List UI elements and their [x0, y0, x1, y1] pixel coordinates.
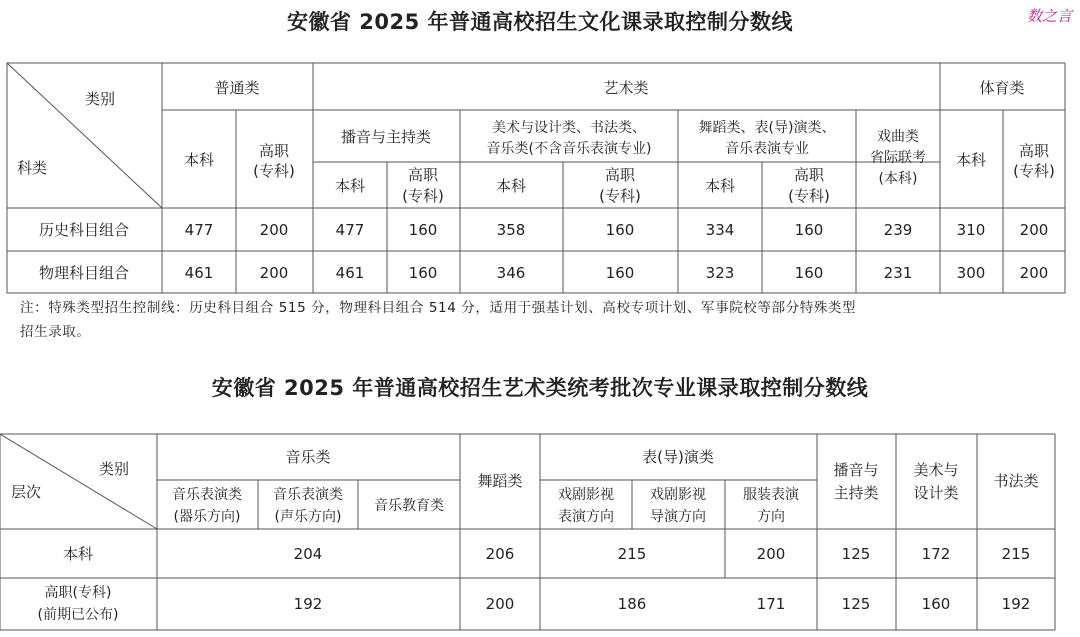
- t2-sub-qiyue-line1: 音乐表演类: [172, 487, 242, 503]
- t1-group-putong: 普通类: [214, 79, 260, 97]
- t1-sub-meishu-line2: 音乐类(不含音乐表演专业): [486, 141, 652, 157]
- t2-header-yinyue: 音乐类: [285, 448, 331, 466]
- t1-cell: 200: [1019, 221, 1049, 239]
- t1-cell: 160: [605, 264, 635, 282]
- t2-cell: 200: [485, 595, 515, 613]
- t1-wudao-gaozhi: 高职: [793, 166, 825, 184]
- t1-sub-xiqu-line1: 戏曲类: [877, 129, 919, 145]
- t2-corner-top: 类别: [98, 460, 130, 478]
- t1-cell: 200: [259, 264, 289, 282]
- t1-putong-zhuanke: (专科): [253, 162, 295, 180]
- t2-row-gaozhi-name-line2: (前期已公布): [37, 607, 119, 623]
- t1-sub-meishu-line1: 美术与设计类、书法类、: [492, 120, 646, 136]
- t2-header-wudao: 舞蹈类: [477, 472, 523, 490]
- t2-cell: 200: [756, 545, 786, 563]
- table1-corner-diagonal: [7, 63, 162, 208]
- t1-cell: 323: [705, 264, 735, 282]
- table1-footnote: [20, 296, 1060, 344]
- t2-sub-qiyue-line2: (器乐方向): [173, 509, 241, 525]
- t2-cell: 171: [756, 595, 786, 613]
- t2-cell: 192: [1001, 595, 1031, 613]
- table2-grid: [0, 434, 1055, 630]
- t1-cell: 160: [794, 264, 824, 282]
- t1-sub-boyin: 播音与主持类: [340, 128, 432, 146]
- t1-cell: 461: [335, 264, 365, 282]
- t1-cell: 200: [1019, 264, 1049, 282]
- t1-row-physics-name: 物理科目组合: [38, 264, 130, 282]
- t2-sub-fuzhuang-line2: 方向: [757, 509, 785, 525]
- table1-title: 安徽省 2025 年普通高校招生文化课录取控制分数线: [286, 10, 794, 34]
- t2-header-boyin-line2: 主持类: [833, 484, 879, 502]
- t2-header-meishu-line1: 美术与: [913, 461, 959, 479]
- t1-cell: 160: [408, 221, 438, 239]
- t2-sub-shengyue-line2: (声乐方向): [274, 509, 342, 525]
- t2-sub-xiju-line1: 戏剧影视: [558, 487, 614, 503]
- t1-cell: 346: [496, 264, 526, 282]
- watermark: 数之言: [1026, 7, 1072, 25]
- t2-sub-jiaoyu: 音乐教育类: [374, 498, 444, 514]
- t1-sub-xiqu-line2: 省际联考: [870, 150, 926, 166]
- table2-body: [38, 545, 1031, 623]
- t1-cell: 160: [408, 264, 438, 282]
- table1-header: [17, 79, 1055, 205]
- t2-cell: 192: [293, 595, 323, 613]
- t1-boyin-zhuanke: (专科): [402, 187, 444, 205]
- t1-cell: 160: [605, 221, 635, 239]
- t1-meishu-zhuanke: (专科): [599, 187, 641, 205]
- t2-cell: 206: [485, 545, 515, 563]
- t1-tiyu-zhuanke: (专科): [1013, 162, 1055, 180]
- t1-cell: 200: [259, 221, 289, 239]
- t2-sub-shengyue-line1: 音乐表演类: [273, 487, 343, 503]
- t1-cell: 231: [883, 264, 913, 282]
- t1-sub-wudao-line1: 舞蹈类、表(导)演类、: [698, 120, 836, 136]
- t1-cell: 160: [794, 221, 824, 239]
- footnote-line-1: 注：特殊类型招生控制线：历史科目组合 515 分，物理科目组合 514 分，适用于强基计划、高校专项计划、军事院校等部分特殊类型: [20, 300, 857, 316]
- t1-cell: 477: [335, 221, 365, 239]
- t1-putong-benke: 本科: [183, 151, 215, 169]
- t1-cell: 358: [496, 221, 526, 239]
- t2-sub-daoyan-line1: 戏剧影视: [650, 487, 706, 503]
- t1-corner-top: 类别: [84, 90, 116, 108]
- table2-corner-diagonal: [0, 434, 157, 529]
- t1-cell: 300: [956, 264, 986, 282]
- t1-cell: 239: [883, 221, 913, 239]
- t1-boyin-benke: 本科: [334, 177, 366, 195]
- table2-title: 安徽省 2025 年普通高校招生艺术类统考批次专业课录取控制分数线: [211, 376, 869, 400]
- t2-cell: 160: [921, 595, 951, 613]
- t2-row-gaozhi-name-line1: 高职(专科): [44, 585, 112, 601]
- table2-header: [11, 448, 1039, 525]
- t1-row-history-name: 历史科目组合: [38, 221, 130, 239]
- t1-cell: 461: [184, 264, 214, 282]
- t2-sub-daoyan-line2: 导演方向: [650, 509, 706, 525]
- t2-sub-xiju-line2: 表演方向: [558, 509, 614, 525]
- t1-cell: 477: [184, 221, 214, 239]
- footnote-line-2: 招生录取。: [20, 324, 91, 340]
- t2-header-shufa: 书法类: [993, 472, 1039, 490]
- t2-header-boyin-line1: 播音与: [833, 461, 879, 479]
- t1-boyin-gaozhi: 高职: [407, 166, 439, 184]
- t1-wudao-zhuanke: (专科): [788, 187, 830, 205]
- t1-corner-bottom: 科类: [16, 159, 48, 177]
- t1-tiyu-benke: 本科: [955, 151, 987, 169]
- t1-wudao-benke: 本科: [704, 177, 736, 195]
- t2-cell: 125: [841, 595, 871, 613]
- t2-row-benke-name: 本科: [62, 545, 94, 563]
- t2-header-meishu-line2: 设计类: [913, 484, 959, 502]
- t1-meishu-benke: 本科: [495, 177, 527, 195]
- t1-group-yishu: 艺术类: [603, 79, 649, 97]
- t2-corner-bottom: 层次: [10, 483, 42, 501]
- t2-cell: 172: [921, 545, 951, 563]
- t1-cell: 334: [705, 221, 735, 239]
- t1-sub-wudao-line2: 音乐表演专业: [725, 141, 809, 157]
- t2-cell: 125: [841, 545, 871, 563]
- t1-meishu-gaozhi: 高职: [604, 166, 636, 184]
- t2-cell: 215: [617, 545, 647, 563]
- t1-group-tiyu: 体育类: [979, 79, 1025, 97]
- t1-putong-gaozhi: 高职: [258, 142, 290, 160]
- t1-cell: 310: [956, 221, 986, 239]
- t2-sub-fuzhuang-line1: 服装表演: [743, 487, 799, 503]
- t2-header-biaoyan: 表(导)演类: [642, 448, 714, 466]
- t2-cell: 204: [293, 545, 323, 563]
- t1-sub-xiqu-line3: (本科): [878, 171, 918, 187]
- t2-cell: 186: [617, 595, 647, 613]
- t2-cell: 215: [1001, 545, 1031, 563]
- t1-tiyu-gaozhi: 高职: [1018, 142, 1050, 160]
